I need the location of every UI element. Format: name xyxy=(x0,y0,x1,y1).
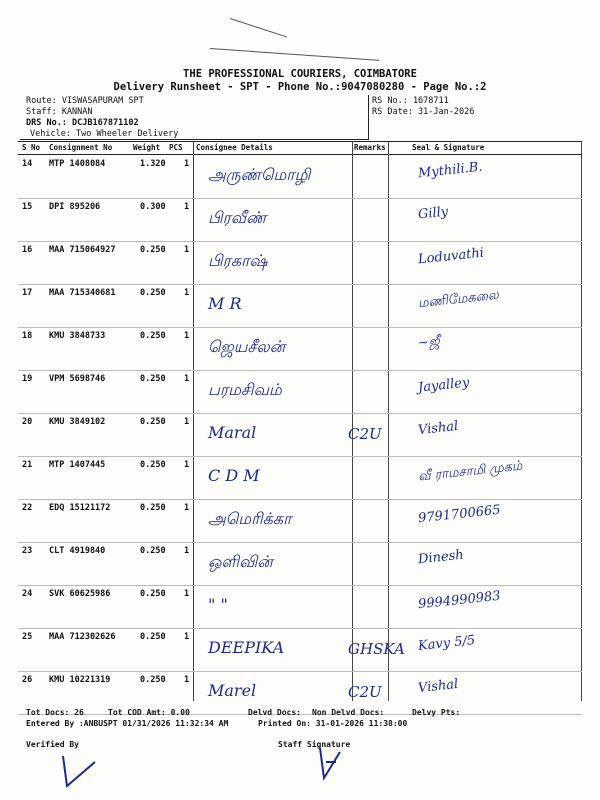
row-consignment-no: MTP 1408084 xyxy=(49,159,106,169)
row-sno: 24 xyxy=(22,589,33,599)
row-consignee-handwritten: " " xyxy=(208,595,228,614)
row-consignee-handwritten: ஜெயசீலன் xyxy=(208,337,286,356)
col-sno: S No xyxy=(22,143,41,152)
table-row xyxy=(18,198,582,242)
col-seal-signature: Seal & Signature xyxy=(412,143,485,152)
table-row xyxy=(18,499,582,543)
row-sno: 22 xyxy=(22,503,33,513)
row-weight: 0.250 xyxy=(140,245,166,255)
row-consignment-no: MTP 1407445 xyxy=(49,460,106,470)
row-pcs: 1 xyxy=(184,159,190,169)
row-sno: 16 xyxy=(22,245,33,255)
staff-signature-label: Staff Signature xyxy=(278,740,351,749)
row-sno: 19 xyxy=(22,374,33,384)
row-consignment-no: DPI 895206 xyxy=(49,202,101,212)
drs-number: DRS No.: DCJB167871102 xyxy=(26,118,139,128)
row-consignment-no: MAA 712302626 xyxy=(49,632,116,642)
rs-date: RS Date: 31-Jan-2026 xyxy=(372,107,475,117)
non-delivered-docs: Non Delvd Docs: xyxy=(312,708,385,717)
col-remarks: Remarks xyxy=(354,143,386,152)
staff-signature-mark xyxy=(310,742,350,787)
row-pcs: 1 xyxy=(184,202,190,212)
row-consignment-no: KMU 3849102 xyxy=(49,417,106,427)
runsheet-subtitle: Delivery Runsheet - SPT - Phone No.:9047080280 - Page No.:2 xyxy=(113,81,487,93)
row-seal-signature: 9994990983 xyxy=(417,588,502,613)
row-weight: 0.250 xyxy=(140,460,166,470)
table-row xyxy=(18,456,582,500)
row-pcs: 1 xyxy=(184,503,190,513)
table-row xyxy=(18,542,582,586)
row-seal-signature: மணிமேகலை xyxy=(417,287,500,312)
entered-by: Entered By :ANBUSPT 01/31/2026 11:32:34 AM xyxy=(26,719,229,728)
delivered-docs: Delvd Docs: xyxy=(248,708,301,717)
row-pcs: 1 xyxy=(184,374,190,384)
row-consignee-handwritten: அருண்மொழி xyxy=(208,165,311,184)
row-consignment-no: KMU 3848733 xyxy=(49,331,106,341)
row-sno: 20 xyxy=(22,417,33,427)
row-consignment-no: KMU 10221319 xyxy=(49,675,111,685)
row-pcs: 1 xyxy=(184,632,190,642)
row-consignee-handwritten: DEEPIKA xyxy=(208,638,285,657)
row-remarks-handwritten: GHSKA xyxy=(348,640,405,658)
row-seal-signature: Gilly xyxy=(417,204,449,223)
row-pcs: 1 xyxy=(184,675,190,685)
row-remarks-handwritten: C2U xyxy=(348,425,382,443)
row-pcs: 1 xyxy=(184,417,190,427)
vehicle: Vehicle: Two Wheeler Delivery xyxy=(30,129,179,139)
row-seal-signature: Mythili.B. xyxy=(417,159,484,182)
table-header xyxy=(18,141,582,155)
row-consignee-handwritten: M R xyxy=(208,294,242,313)
row-seal-signature: Kavy 5/5 xyxy=(417,633,476,654)
row-seal-signature: ~ஜீ xyxy=(417,333,441,352)
rs-number: RS No.: 1678711 xyxy=(372,96,449,106)
scan-artifact-line xyxy=(210,48,380,61)
row-pcs: 1 xyxy=(184,245,190,255)
row-pcs: 1 xyxy=(184,288,190,298)
row-weight: 0.250 xyxy=(140,546,166,556)
printed-on: Printed On: 31-01-2026 11:38:00 xyxy=(258,719,408,728)
row-seal-signature: Jayalley xyxy=(417,375,471,396)
row-weight: 0.300 xyxy=(140,202,166,212)
row-weight: 1.320 xyxy=(140,159,166,169)
delivery-points: Delvy Pts: xyxy=(412,708,461,717)
row-weight: 0.250 xyxy=(140,632,166,642)
row-consignment-no: VPM 5698746 xyxy=(49,374,106,384)
row-sno: 25 xyxy=(22,632,33,642)
row-sno: 18 xyxy=(22,331,33,341)
row-sno: 23 xyxy=(22,546,33,556)
scan-artifact-line xyxy=(230,18,287,37)
verified-by-label: Verified By xyxy=(26,740,79,749)
row-pcs: 1 xyxy=(184,546,190,556)
table-row xyxy=(18,628,582,672)
row-consignee-handwritten: அமெரிக்கா xyxy=(208,509,292,528)
table-row xyxy=(18,413,582,457)
row-weight: 0.250 xyxy=(140,503,166,513)
row-weight: 0.250 xyxy=(140,374,166,384)
row-seal-signature: Vishal xyxy=(417,676,459,697)
row-consignment-no: CLT 4919840 xyxy=(49,546,106,556)
route: Route: VISWASAPURAM SPT xyxy=(26,96,144,106)
row-pcs: 1 xyxy=(184,331,190,341)
total-cod-amount: Tot COD Amt: 0.00 xyxy=(108,708,190,717)
row-weight: 0.250 xyxy=(140,331,166,341)
col-pcs: PCS xyxy=(169,143,183,152)
table-row xyxy=(18,241,582,285)
row-consignee-handwritten: Maral xyxy=(208,423,257,442)
row-consignee-handwritten: பிரவீண் xyxy=(208,208,267,227)
row-consignee-handwritten: பரமசிவம் xyxy=(208,380,282,399)
total-docs: Tot Docs: 26 xyxy=(26,708,84,717)
row-weight: 0.250 xyxy=(140,288,166,298)
col-consignment: Consignment No xyxy=(49,143,113,152)
table-row xyxy=(18,585,582,629)
row-seal-signature: Vishal xyxy=(417,418,459,439)
row-weight: 0.250 xyxy=(140,675,166,685)
verifier-signature-mark xyxy=(55,748,105,793)
company-title: THE PROFESSIONAL COURIERS, COIMBATORE xyxy=(183,68,417,80)
col-consignee: Consignee Details xyxy=(196,143,273,152)
row-sno: 15 xyxy=(22,202,33,212)
staff: Staff: KANNAN xyxy=(26,107,93,117)
col-weight: Weight xyxy=(133,143,161,152)
row-sno: 21 xyxy=(22,460,33,470)
row-seal-signature: 9791700665 xyxy=(417,502,502,527)
row-seal-signature: வீ ராமசாமி முகம் xyxy=(417,458,524,485)
row-remarks-handwritten: C2U xyxy=(348,683,382,701)
row-consignee-handwritten: ஒளிவின் xyxy=(208,552,273,571)
table-row xyxy=(18,370,582,414)
table-row xyxy=(18,284,582,328)
table-row xyxy=(18,155,582,199)
row-consignment-no: SVK 60625986 xyxy=(49,589,111,599)
row-sno: 14 xyxy=(22,159,33,169)
row-sno: 26 xyxy=(22,675,33,685)
table-row xyxy=(18,327,582,371)
row-consignment-no: MAA 715064927 xyxy=(49,245,116,255)
row-weight: 0.250 xyxy=(140,417,166,427)
row-sno: 17 xyxy=(22,288,33,298)
row-consignment-no: EDQ 15121172 xyxy=(49,503,111,513)
row-seal-signature: Loduvathi xyxy=(417,245,485,268)
row-consignee-handwritten: C D M xyxy=(208,466,260,485)
row-weight: 0.250 xyxy=(140,589,166,599)
row-pcs: 1 xyxy=(184,589,190,599)
row-consignment-no: MAA 715340681 xyxy=(49,288,116,298)
row-pcs: 1 xyxy=(184,460,190,470)
row-consignee-handwritten: Marel xyxy=(208,681,257,700)
row-seal-signature: Dinesh xyxy=(417,547,465,568)
row-consignee-handwritten: பிரகாஷ் xyxy=(208,251,268,270)
